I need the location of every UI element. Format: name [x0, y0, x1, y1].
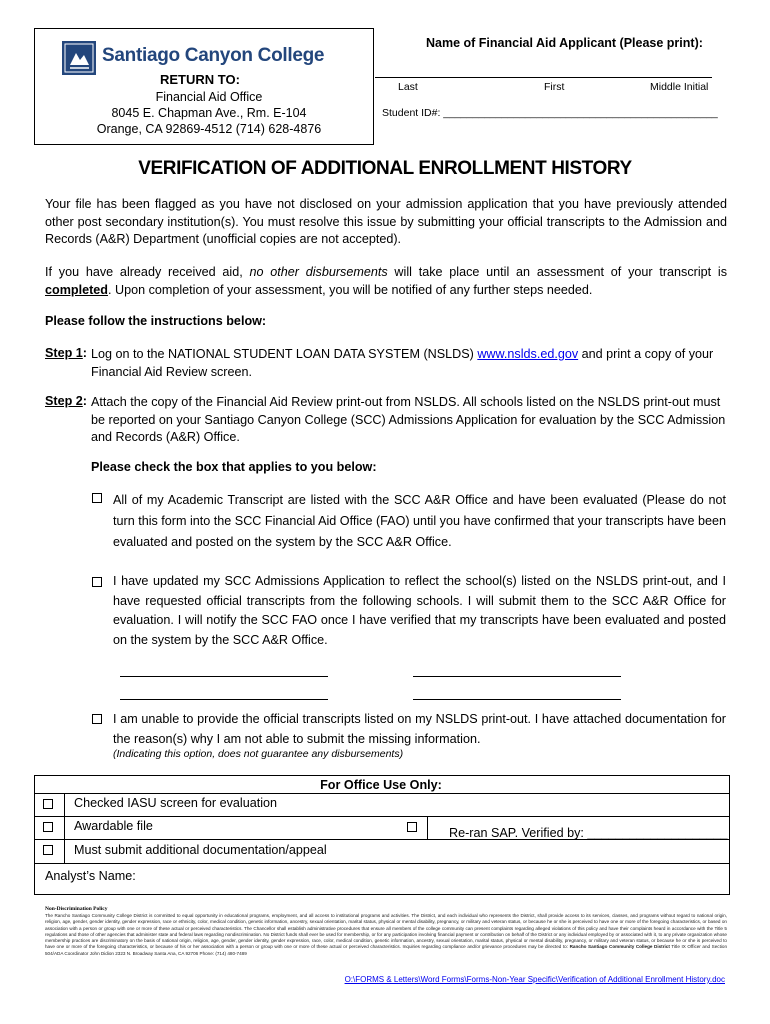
option3-text: I am unable to provide the official transcripts listed on my NSLDS print-out. I have attached documentation for the reason(s) why I am not able to submit the missing information. — [113, 712, 726, 746]
last-name-label: Last — [398, 81, 418, 93]
college-logo-icon — [62, 41, 96, 75]
iasu-checkbox[interactable] — [43, 799, 53, 809]
option1-text: All of my Academic Transcript are listed with the SCC A&R Office and have been evaluated (Please do not turn this form into the SCC Financial Aid Office (FAO) until you have confirmed that your transcripts have been evaluated and posted on the system by the SCC A&R Office. — [113, 493, 726, 549]
option3-note: (Indicating this option, does not guarantee any disbursements) — [113, 748, 404, 760]
first-name-label: First — [544, 81, 565, 93]
policy-title: Non-Discrimination Policy — [45, 906, 108, 912]
option1-checkbox[interactable] — [92, 493, 102, 503]
iasu-label: Checked IASU screen for evaluation — [74, 796, 278, 810]
awardable-checkbox[interactable] — [43, 822, 53, 832]
file-path-link[interactable]: O:\FORMS & Letters\Word Forms\Forms-Non-Year Specific\Verification of Additional Enrollment History.doc — [344, 975, 725, 984]
return-to-label: RETURN TO: — [160, 72, 240, 87]
awardable-label: Awardable file — [74, 819, 153, 833]
reran-sap-label: Re-ran SAP. Verified by: ____________________ — [449, 826, 728, 840]
school-line-1[interactable] — [120, 676, 328, 677]
intro-paragraph: Your file has been flagged as you have not disclosed on your admission application that you have previously attended other post secondary institution(s). You must resolve this issue by submitting your official transcripts to the Admission and Records (A&R) Department (unofficial copies are not accepted). — [45, 197, 727, 246]
analyst-name-label: Analyst’s Name: — [45, 869, 136, 883]
instructions-heading: Please follow the instructions below: — [45, 314, 267, 328]
reran-sap-checkbox[interactable] — [407, 822, 417, 832]
step2-label: Step 2: — [45, 394, 87, 408]
aid-notice: If you have already received aid, no other disbursements will take place until an assessment of your transcript is completed. Upon completion of your assessment, you will be notified of any further steps needed. — [45, 265, 727, 297]
page-title: VERIFICATION OF ADDITIONAL ENROLLMENT HISTORY — [138, 158, 632, 179]
student-id-field[interactable]: Student ID#: _______________________________________________ — [382, 107, 718, 119]
school-line-4[interactable] — [413, 699, 621, 700]
step2-text: Attach the copy of the Financial Aid Review print-out from NSLDS. All schools listed on the NSLDS print-out must be reported on your Santiago Canyon College (SCC) Admissions Application for evaluation by the SCC Admission and Records (A&R) Office. — [91, 395, 726, 444]
school-line-3[interactable] — [120, 699, 328, 700]
office-col-divider-2 — [427, 816, 428, 839]
step1-text: Log on to the NATIONAL STUDENT LOAN DATA SYSTEM (NSLDS) www.nslds.ed.gov and print a copy of your Financial Aid Review screen. — [91, 347, 714, 379]
address-line-3: Orange, CA 92869-4512 (714) 628-4876 — [96, 122, 322, 136]
address-line-2: 8045 E. Chapman Ave., Rm. E-104 — [111, 106, 307, 120]
option2-text: I have updated my SCC Admissions Application to reflect the school(s) listed on the NSLDS print-out, and I have requested official transcripts from the following schools. I will submit them to the SCC A&R Office for evaluation. I will notify the SCC FAO once I have verified that my transcripts have been evaluated and posted on the system by the SCC A&R Office. — [113, 574, 726, 647]
applicant-name-label: Name of Financial Aid Applicant (Please print): — [426, 36, 703, 50]
school-line-2[interactable] — [413, 676, 621, 677]
policy-text: The Rancho Santiago Community College District is committed to equal opportunity in educational programs, employment, and all access to institutional programs and activities. The District, and each individual who represents the District, shall provide access to its services, classes, and programs without regard to national origin, religion, age, gender, gender identity, gender expression, race or ethnicity, color, medical condition, genetic information, ancestry, sexual orientation, marital status, physical or mental disability, pregnancy, or military and veteran status, or because he or she is perceived to have one or more of the foregoing characteristics, or based on association with a person or group with one or more of these actual or perceived characteristics. The Chancellor shall establish administrative procedures that ensure all members of the college community can present complaints regarding alleged violations of this policy and have their complaints heard in accordance with the Title 5 regulations and those of other agencies that administer state and federal laws regarding nondiscrimination. No District funds shall ever be used for membership, or for any participation involving financial payment or contribution on behalf of the District or any individual employed by or associated with it, to any private organization whose membership practices are discriminatory on the basis of national origin, religion, age, gender, gender identity, gender expression, race, color, medical condition, genetic information, ancestry, sexual orientation, marital status, physical or mental disability, pregnancy, or military and veteran status, or because he or she is perceived to have one or more of the foregoing characteristics, or because of his or her association with a person or group with one or more of these actual or perceived characteristics. Inquiries regarding compliance and/or grievance procedures may be directed to: Rancho Santiago Community College District Title IX Officer and Section 504/ADA Coordinator John Didion 2323 N. Broadway Santa Ana, CA 92706 Phone: (714) 480-7489 — [45, 913, 727, 956]
option2-checkbox[interactable] — [92, 577, 102, 587]
step1-label: Step 1: — [45, 346, 87, 360]
applicant-name-line[interactable] — [375, 77, 712, 78]
college-name: Santiago Canyon College — [102, 45, 325, 66]
check-heading: Please check the box that applies to you below: — [91, 460, 377, 474]
address-line-1: Financial Aid Office — [155, 90, 263, 104]
option3-checkbox[interactable] — [92, 714, 102, 724]
office-divider-1 — [34, 793, 729, 794]
office-col-divider — [64, 793, 65, 863]
office-use-heading: For Office Use Only: — [320, 778, 442, 792]
documentation-label: Must submit additional documentation/appeal — [74, 843, 327, 857]
nslds-link[interactable]: www.nslds.ed.gov — [477, 347, 579, 361]
office-divider-4 — [34, 863, 729, 864]
middle-initial-label: Middle Initial — [650, 81, 709, 93]
documentation-checkbox[interactable] — [43, 845, 53, 855]
office-divider-2 — [34, 816, 729, 817]
